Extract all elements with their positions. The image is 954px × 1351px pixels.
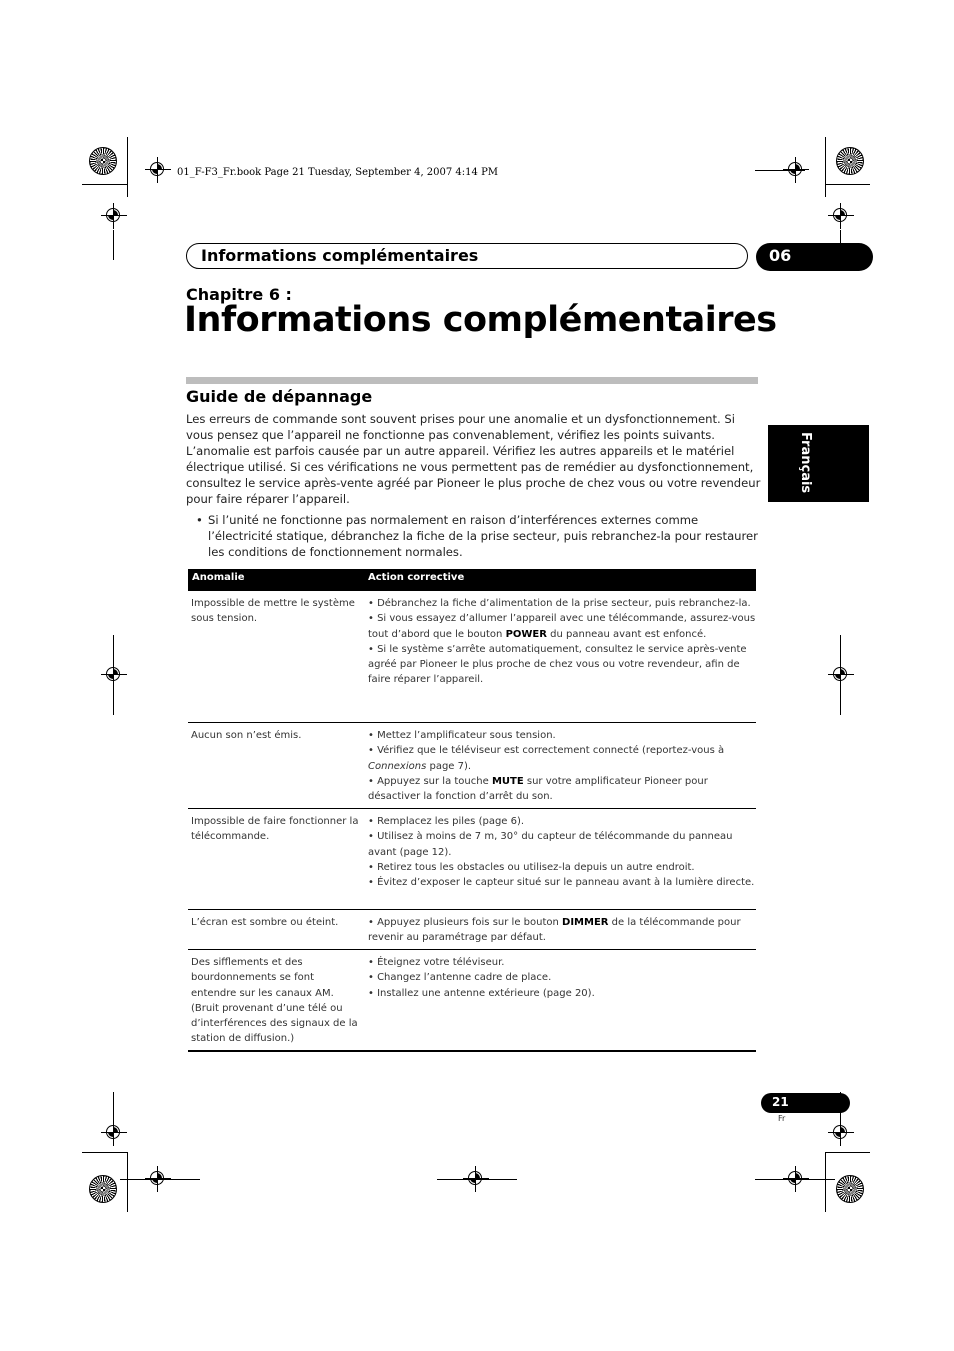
- action-cell: [368, 596, 756, 688]
- reference-connexions: Connexions: [368, 760, 427, 772]
- action-line: • Retirez tous les obstacles ou utilisez-la depuis un autre endroit.: [368, 861, 695, 873]
- action-cell: [368, 728, 756, 804]
- action-cell: [368, 814, 756, 890]
- action-line: • Si vous essayez d’allumer l’appareil avec une télécommande, assurez-vous tout d’abord que le bouton POWER du panneau avant est enfoncé.: [368, 613, 756, 640]
- crosshair-icon: [828, 203, 854, 229]
- header-title: Informations complémentaires: [201, 246, 479, 265]
- registration-target-icon: [89, 1175, 117, 1203]
- action-line: • Vérifiez que le téléviseur est correctement connecté (reportez-vous à Connexions page 7).: [368, 745, 725, 772]
- table-row: [188, 591, 756, 723]
- anomalie-cell: L’écran est sombre ou éteint.: [191, 917, 339, 928]
- troubleshooting-table: [188, 569, 756, 1052]
- action-line: • Installez une antenne extérieure (page 20).: [368, 987, 595, 999]
- page-number-badge: [761, 1093, 850, 1113]
- action-line: • Débranchez la fiche d’alimentation de la prise secteur, puis rebranchez-la.: [368, 598, 751, 609]
- action-cell: [368, 955, 756, 1001]
- section-divider: [186, 377, 758, 384]
- chapter-number: 06: [769, 246, 792, 265]
- table-row: [188, 910, 756, 950]
- crosshair-icon: [101, 1120, 127, 1146]
- running-header: [186, 243, 748, 269]
- crosshair-icon: [145, 157, 171, 183]
- table-row: [188, 809, 756, 910]
- chapter-number-badge: [756, 243, 873, 271]
- intro-paragraph: Les erreurs de commande sont souvent prises pour une anomalie et un dysfonctionnement. Si vous pensez que l’appareil ne fonctionne pas convenablement, vérifiez les points suivants. L’anomalie est parfois causée par un autre appareil. Vérifiez les autres appareils et le matériel électrique utilisé. Si ces vérifications ne vous permettent pas de remédier au dysfonctionnement, consultez le service après-vente agréé par Pioneer le plus proche de chez vous ou votre revendeur pour faire réparer l’appareil.: [186, 412, 761, 506]
- section-title: Guide de dépannage: [186, 387, 373, 406]
- table-row: [188, 723, 756, 809]
- action-cell: [368, 915, 756, 946]
- table-header: [188, 569, 756, 591]
- button-name-dimmer: DIMMER: [562, 917, 609, 928]
- action-line: • Si le système s’arrête automatiquement, consultez le service après-vente agréé par Pioneer le plus proche de chez vous ou votre revendeur, afin de faire réparer l’appareil.: [368, 643, 747, 686]
- button-name-power: POWER: [505, 628, 547, 640]
- anomalie-cell: Des sifflements et des bourdonnements se font entendre sur les canaux AM. (Bruit provenant d’une télé ou d’interférences des signaux de la station de diffusion.): [191, 957, 358, 1045]
- action-line: • Remplacez les piles (page 6).: [368, 816, 525, 827]
- crosshair-icon: [828, 662, 854, 688]
- bullet-dot: •: [196, 513, 203, 527]
- page-number: 21: [772, 1095, 789, 1109]
- action-line: • Utilisez à moins de 7 m, 30° du capteur de télécommande du panneau avant (page 12).: [368, 831, 733, 858]
- column-header-action: Action corrective: [368, 572, 465, 583]
- button-name-mute: MUTE: [491, 775, 524, 787]
- column-header-anomalie: Anomalie: [192, 572, 245, 583]
- action-line: • Appuyez plusieurs fois sur le bouton DIMMER de la télécommande pour revenir au paramétrage par défaut.: [368, 917, 741, 944]
- chapter-label: Chapitre 6 :: [186, 285, 292, 304]
- crosshair-icon: [101, 203, 127, 229]
- chapter-title: Informations complémentaires: [184, 300, 777, 340]
- print-info: 01_F-F3_Fr.book Page 21 Tuesday, September 4, 2007 4:14 PM: [177, 167, 499, 178]
- registration-target-icon: [89, 147, 117, 175]
- bullet-item: [196, 512, 761, 560]
- language-tab: [768, 425, 869, 502]
- anomalie-cell: Impossible de faire fonctionner la télécommande.: [191, 816, 359, 843]
- bullet-text: Si l’unité ne fonctionne pas normalement en raison d’interférences externes comme l’électricité statique, débranchez la fiche de la prise secteur, puis rebranchez-la pour restaurer les conditions de fonctionnement normales.: [208, 513, 758, 559]
- registration-target-icon: [836, 147, 864, 175]
- registration-target-icon: [836, 1175, 864, 1203]
- crosshair-icon: [828, 1120, 854, 1146]
- page-language-code: Fr: [778, 1114, 786, 1123]
- anomalie-cell: Impossible de mettre le système sous tension.: [191, 598, 355, 625]
- table-row: [188, 950, 756, 1052]
- action-line: • Mettez l’amplificateur sous tension.: [368, 730, 556, 741]
- action-line: • Changez l’antenne cadre de place.: [368, 972, 552, 984]
- action-line: • Éteignez votre téléviseur.: [368, 957, 505, 968]
- action-line: • Appuyez sur la touche MUTE sur votre amplificateur Pioneer pour désactiver la fonction d’arrêt du son.: [368, 775, 708, 803]
- action-line: • Évitez d’exposer le capteur situé sur le panneau avant à la lumière directe.: [368, 877, 755, 889]
- language-tab-label: Français: [798, 432, 813, 494]
- crosshair-icon: [101, 662, 127, 688]
- anomalie-cell: Aucun son n’est émis.: [191, 730, 302, 741]
